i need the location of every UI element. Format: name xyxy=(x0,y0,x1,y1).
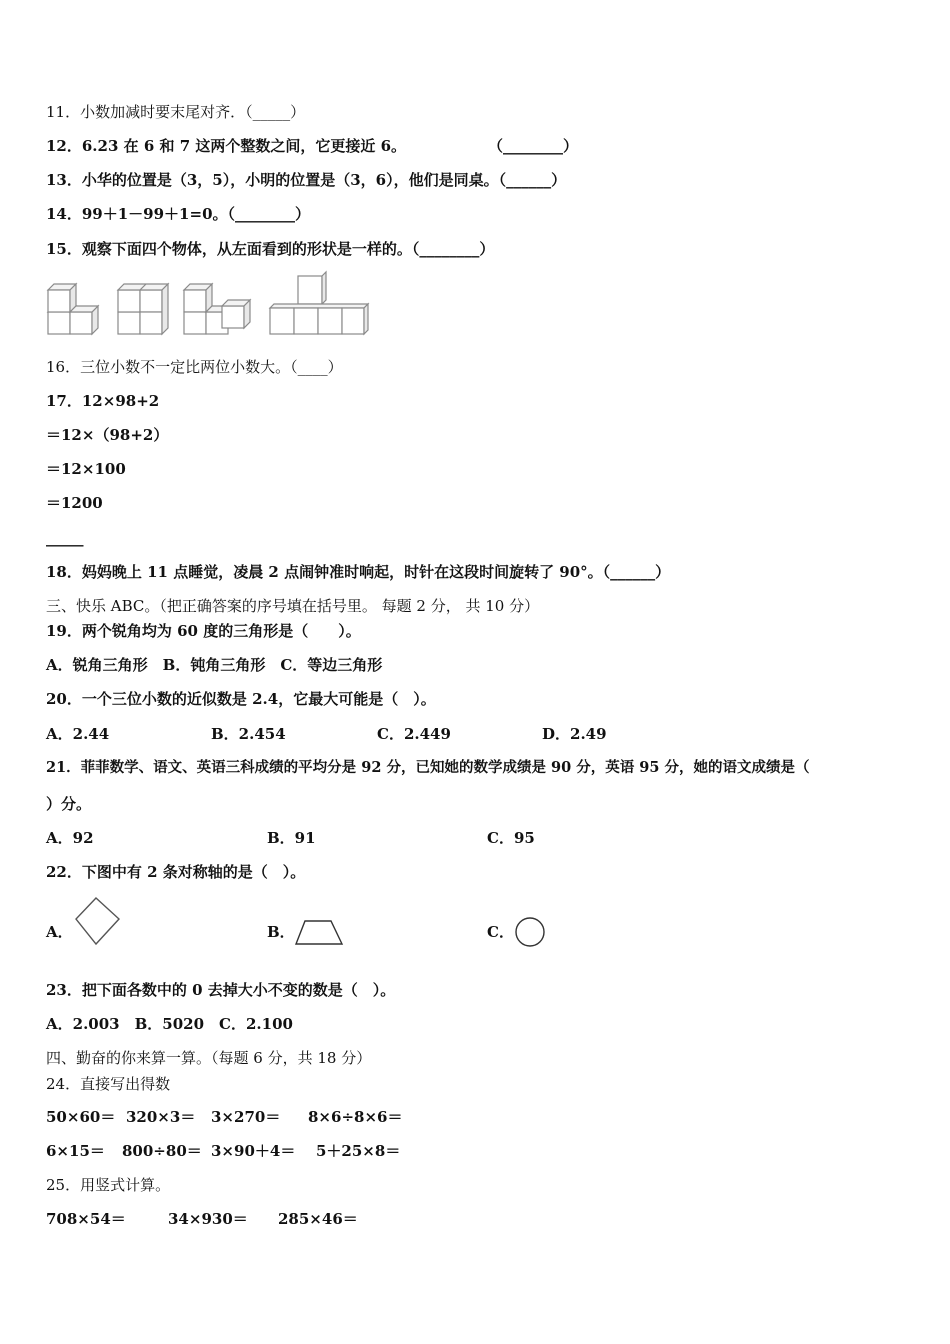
question-21-option-a: A．92 xyxy=(46,829,94,847)
cube-figure-3 xyxy=(182,274,254,338)
question-21-option-c: C．95 xyxy=(487,829,535,847)
question-12: 12．6.23 在 6 和 7 这两个整数之间，它更接近 6。 xyxy=(46,137,407,155)
question-22-option-b: B． xyxy=(267,923,295,941)
cube-figure-2 xyxy=(116,274,176,338)
question-19: 19．两个锐角均为 60 度的三角形是（ ）。 xyxy=(46,622,361,640)
question-20-option-a: A．2.44 xyxy=(46,725,110,743)
q24-item: 800÷80＝ xyxy=(122,1142,202,1160)
q24-item: 6×15＝ xyxy=(46,1142,105,1160)
question-22: 22．下图中有 2 条对称轴的是（ ）。 xyxy=(46,863,306,881)
cube-figure-4 xyxy=(268,270,372,338)
q24-item: 320×3＝ xyxy=(126,1108,196,1126)
question-15: 15．观察下面四个物体，从左面看到的形状是一样的。（________） xyxy=(46,240,495,258)
question-19-options: A．锐角三角形 B．钝角三角形 C．等边三角形 xyxy=(46,656,383,674)
rhombus-shape xyxy=(74,896,122,946)
q24-item: 3×270＝ xyxy=(211,1108,281,1126)
question-17-line2: ＝12×（98+2） xyxy=(46,426,169,444)
question-13: 13．小华的位置是（3，5），小明的位置是（3，6），他们是同桌。（______） xyxy=(46,171,567,189)
question-23-options: A．2.003 B．5020 C．2.100 xyxy=(46,1015,293,1033)
cube-figure-1 xyxy=(46,274,106,338)
question-12-blank: （________） xyxy=(488,137,579,155)
section-3-heading: 三、快乐 ABC。（把正确答案的序号填在括号里。 每题 2 分， 共 10 分） xyxy=(46,597,540,615)
question-16: 16．三位小数不一定比两位小数大。（____） xyxy=(46,358,343,376)
q25-item: 708×54＝ xyxy=(46,1210,126,1228)
q24-item: 5＋25×8＝ xyxy=(316,1142,401,1160)
question-25: 25．用竖式计算。 xyxy=(46,1176,171,1194)
q24-item: 3×90＋4＝ xyxy=(211,1142,296,1160)
q24-item: 8×6÷8×6＝ xyxy=(308,1108,403,1126)
section-4-heading: 四、勤奋的你来算一算。（每题 6 分，共 18 分） xyxy=(46,1049,372,1067)
question-14: 14．99＋1－99＋1=0。（________） xyxy=(46,205,311,223)
question-18: 18．妈妈晚上 11 点睡觉，凌晨 2 点闹钟准时响起，时针在这段时间旋转了 90°。（______） xyxy=(46,563,671,581)
circle-shape xyxy=(514,916,546,948)
q25-item: 285×46＝ xyxy=(278,1210,358,1228)
question-20-option-c: C．2.449 xyxy=(377,725,451,743)
question-17-line4: ＝1200 xyxy=(46,494,103,512)
trapezoid-shape xyxy=(293,918,345,948)
question-20-option-d: D．2.49 xyxy=(542,725,607,743)
question-20-option-b: B．2.454 xyxy=(211,725,286,743)
question-17-blank: _____ xyxy=(46,529,84,547)
question-21-line2: ）分。 xyxy=(46,795,92,813)
q25-item: 34×930＝ xyxy=(168,1210,248,1228)
question-17-line1: 17．12×98+2 xyxy=(46,392,160,410)
question-21-option-b: B．91 xyxy=(267,829,316,847)
question-20: 20．一个三位小数的近似数是 2.4，它最大可能是（ ）。 xyxy=(46,690,436,708)
question-17-line3: ＝12×100 xyxy=(46,460,126,478)
question-21-line1: 21．菲菲数学、语文、英语三科成绩的平均分是 92 分，已知她的数学成绩是 90 分，英语 95 分，她的语文成绩是（ xyxy=(46,759,810,776)
question-23: 23．把下面各数中的 0 去掉大小不变的数是（ ）。 xyxy=(46,981,396,999)
q24-item: 50×60＝ xyxy=(46,1108,116,1126)
question-22-option-a: A． xyxy=(46,923,73,941)
question-22-option-c: C． xyxy=(487,923,514,941)
question-24: 24．直接写出得数 xyxy=(46,1075,171,1093)
question-11: 11．小数加减时要末尾对齐．（_____） xyxy=(46,103,306,121)
